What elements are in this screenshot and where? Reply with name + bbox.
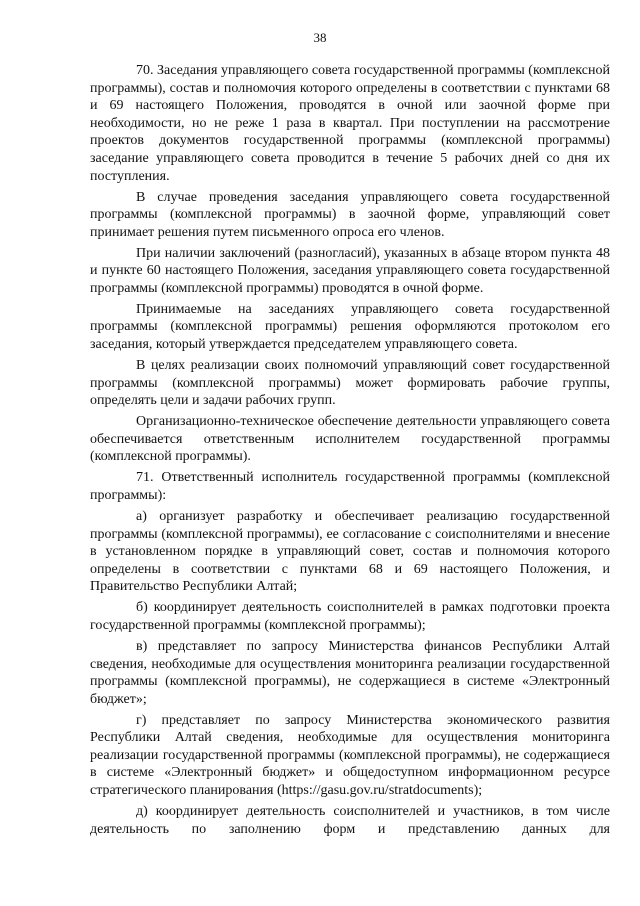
list-item-b: б) координирует деятельность соисполнителей в рамках подготовки проекта государственной программы (комплексной программы); bbox=[90, 600, 610, 633]
document-body bbox=[90, 62, 610, 842]
paragraph-working-groups: В целях реализации своих полномочий управляющий совет государственной программы (комплексной программы) может формировать рабочие группы, определять цели и задачи рабочих групп. bbox=[90, 358, 610, 409]
list-item-a: а) организует разработку и обеспечивает реализацию государственной программы (комплексной программы), ее согласование с соисполнителями и внесение в установленном порядке в управляющий совет, состав и полномочия которого определены в соответствии с пунктами 68 и 69 настоящего Положения, и Правительство Республики Алтай; bbox=[90, 508, 610, 595]
page-number: 38 bbox=[313, 30, 327, 45]
paragraph-70: 70. Заседания управляющего совета государственной программы (комплексной программы), состав и полномочия которого определены в соответствии с пунктами 68 и 69 настоящего Положения, проводятся в очной или заочной форме при необходимости, но не реже 1 раза в квартал. При поступлении на рассмотрение проектов документов государственной программы (комплексной программы) заседание управляющего совета проводится в течение 5 рабочих дней со дня их поступления. bbox=[90, 63, 610, 184]
list-item-g: г) представляет по запросу Министерства экономического развития Республики Алтай сведения, необходимые для осуществления мониторинга реализации государственной программы (комплексной программы), не содержащиеся в системе «Электронный бюджет» и общедоступном информационном ресурсе стратегического планирования (https://gasu.gov.ru/stratdocuments); bbox=[90, 712, 610, 799]
paragraph-organizational-support: Организационно-техническое обеспечение деятельности управляющего совета обеспечивается ответственным исполнителем государственной программы (комплексной программы). bbox=[90, 414, 610, 465]
paragraph-decisions-protocol: Принимаемые на заседаниях управляющего совета государственной программы (комплексной программы) решения оформляются протоколом его заседания, который утверждается председателем управляющего совета. bbox=[90, 301, 610, 353]
paragraph-absentee-meeting: В случае проведения заседания управляющего совета государственной программы (комплексной программы) в заочной форме, управляющий совет принимает решения путем письменного опроса его членов. bbox=[90, 189, 610, 240]
paragraph-71: 71. Ответственный исполнитель государственной программы (комплексной программы): bbox=[90, 470, 610, 503]
paragraph-disagreements: При наличии заключений (разногласий), указанных в абзаце втором пункта 48 и пункте 60 настоящего Положения, заседания управляющего совета государственной программы (комплексной программы) проводятся в очной форме. bbox=[90, 245, 610, 296]
list-item-v: в) представляет по запросу Министерства финансов Республики Алтай сведения, необходимые для осуществления мониторинга реализации государственной программы (комплексной программы), не содержащиеся в системе «Электронный бюджет»; bbox=[90, 638, 610, 707]
list-item-d: д) координирует деятельность соисполнителей и участников, в том числе деятельность по заполнению форм и представлению данных для bbox=[90, 804, 610, 837]
